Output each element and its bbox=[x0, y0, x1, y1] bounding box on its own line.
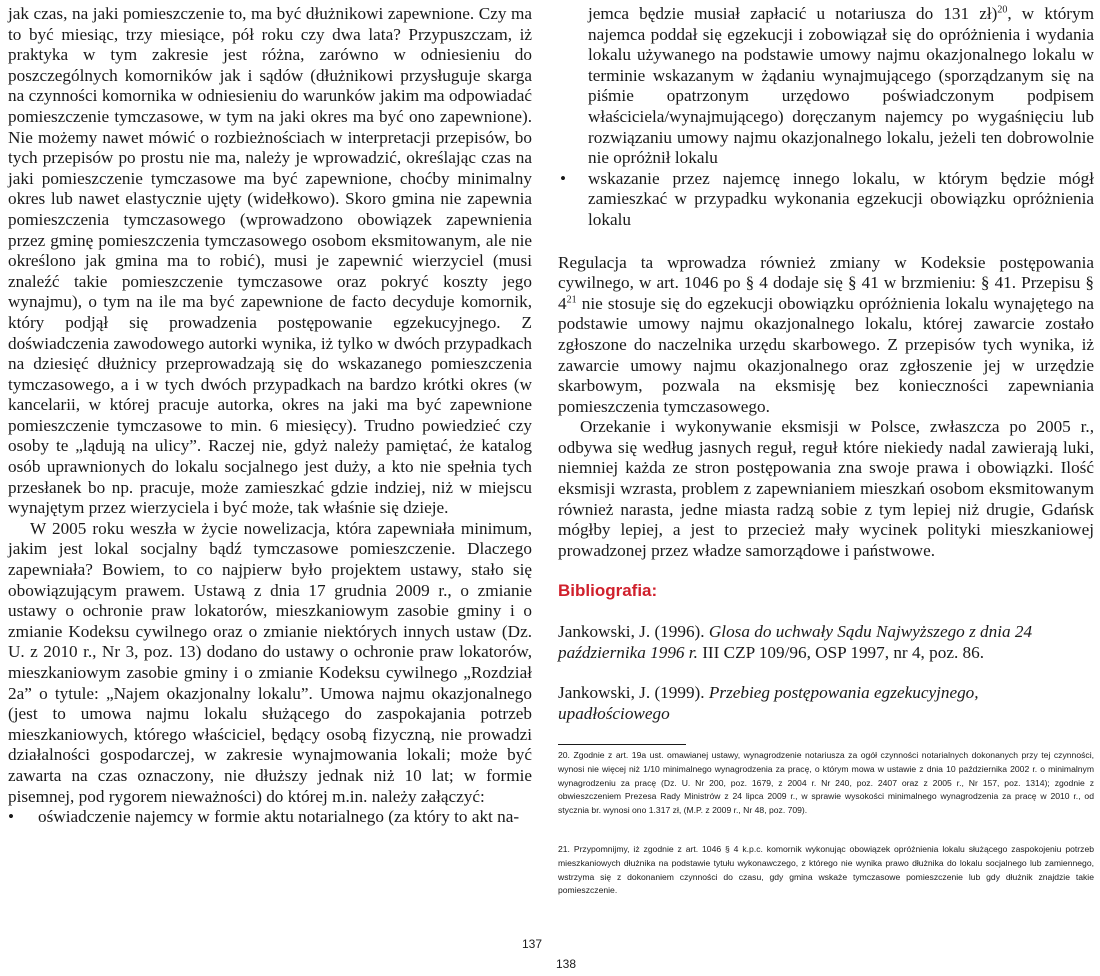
list-item: • oświadczenie najemcy w formie aktu notarialnego (za który to akt na- bbox=[8, 807, 532, 828]
footnote: 21. Przypomnijmy, iż zgodnie z art. 1046 § 4 k.p.c. komornik wykonując obowiązek opróżnienia lokalu służącego zaspokojeniu potrzeb mieszkaniowych dłużnika na podstawie tytułu wykonawczego, z którego nie wynika prawo dłużnika do lokalu socjalnego lub zamiennego, wstrzyma się z dokonaniem czynności do czasu, gdy gmina wskaże tymczasowe pomieszczenie lub gdy dłużnik znajdzie takie pomieszczenie. bbox=[558, 844, 1094, 896]
bibliography-heading: Bibliografia: bbox=[558, 581, 658, 601]
list-item-continuation: jemca będzie musiał zapłacić u notariusza do 131 zł)$^{20}$, w którym najemca poddał się egzekucji i zobowiązał się do opróżnienia i wydania lokalu używanego na podstawie umowy najmu okazjonalnego lokalu w terminie wskazanym w żądaniu wynajmującego (sporządzanym się na piśmie opatrzonym urzędowo poświadczonym podpisem właściciela/wynajmującego) doręczanym najemcy po wygaśnięciu lub rozwiązaniu umowy najmu okazjonalnego lokalu, jeżeli ten dobrowolnie nie opróżnił lokalu bbox=[588, 4, 1094, 168]
bullet-list bbox=[558, 169, 1094, 231]
bullet-list bbox=[8, 807, 532, 828]
paragraph: jak czas, na jaki pomieszczenie to, ma być dłużnikowi zapewnione. Czy ma to być miesiąc, trzy miesiące, pół roku czy dwa lata? Przypuszczam, iż praktyka w tym zakresie jest różna, zarówno w odniesieniu do poszczególnych komorników jak i sądów (dłużnikowi przysługuje skarga na czynności komornika w odniesieniu do warunków jakim ma odpowiadać pomieszczenie tymczasowe, w tym na jaki okres ma być ono zapewnione). Nie możemy nawet mówić o rozbieżnościach w interpretacji przepisów, bo tych przepisów po prostu nie ma, należy je wprowadzić, określając czas na jaki pomieszczenie tymczasowe ma być zapewnione, choćby minimalny okres lub nawet elastycznie ujęty (widełkowo). Skoro gmina nie zapewnia pomieszczenia tymczasowego (wprowadzono obowiązek zapewnienia przez gminę pomieszczenia tymczasowego osobom eksmitowanym, ale nie określono jak gmina ma to robić), musi je zapewnić wierzyciel (musi znaleźć takie pomieszczenie tymczasowe oraz pokryć koszty jego wynajmu), o tym na ile ma być zapewnione de facto decyduje komornik, który podjął się prowadzenia postępowanie egzekucyjnego. Z doświadczenia zawodowego autorki wynika, iż tylko w dwóch przypadkach na dziesięć dłużnicy przeprowadzają się do wskazanego pomieszczenia tymczasowego, a i w tych dwóch przypadkach na bardzo krótki okres (w kancelarii, w której pracuje autorka, okres na jaki ma być zapewnione pomieszczenie tymczasowe to min. 6 miesięcy). Trudno powiedzieć czy osoby te „lądują na ulicy”. Raczej nie, gdyż należy pamiętać, że katalog osób uprawnionych do lokalu socjalnego jest duży, a kto nie spełnia tych przesłanek bo np. pracuje, może zamieszkać gdzie indziej, niż w miejscu wynajętym przez wierzyciela i być może, tak właśnie się dzieje. bbox=[8, 4, 532, 518]
paragraph: W 2005 roku weszła w życie nowelizacja, która zapewniała minimum, jakim jest lokal socjalny bądź tymczasowe pomieszczenie. Dlaczego zapewniała? Bowiem, to co najpierw było projektem ustawy, stało się obowiązującym prawem. Ustawą z dnia 17 grudnia 2009 r., o zmianie ustawy o ochronie praw lokatorów, mieszkaniowym zasobie gminy i o zmianie Kodeksu cywilnego oraz o zmianie niektórych innych ustaw (Dz. U. z 2010 r., Nr 3, poz. 13) dodano do ustawy o ochronie praw lokatorów, mieszkaniowym zasobie gminy i o zmianie Kodeksu cywilnego „Rozdział 2a” o tytule: „Najem okazjonalny lokalu”. Umowa najmu okazjonalnego (jest to umowa najmu lokalu służącego do zaspokajania potrzeb mieszkaniowych, którego właściciel, będący osobą fizyczną, nie prowadzi działalności gospodarczej, w zakresie wynajmowania lokali; może być zawarta na czas oznaczony, nie dłuższy jednak niż 10 lat; w formie pisemnej, pod rygorem nieważności) do której m.in. należy załączyć: bbox=[8, 518, 532, 806]
bibliography-entry: Jankowski, J. (1996). Glosa do uchwały Sądu Najwyższego z dnia 24 października 1996 r. III CZP 109/96, OSP 1997, nr 4, poz. 86. bbox=[558, 622, 1033, 662]
right-column bbox=[558, 4, 1094, 898]
paragraph: Orzekanie i wykonywanie eksmisji w Polsce, zwłaszcza po 2005 r., odbywa się według jasnych reguł, reguł które niekiedy nadal zawierają luki, niemniej każda ze stron postępowania zna swoje prawa i obowiązki. Ilość eksmisji wzrasta, problem z zapewnianiem mieszkań osobom eksmitowanym również narasta, jedne miasta radzą sobie z tym lepiej niż drugie, Gdańsk mógłby lepiej, a jest to przecież mały wycinek polityki mieszkaniowej prowadzonej przez władze samorządowe i państwowe. bbox=[558, 417, 1094, 560]
left-column bbox=[8, 4, 532, 828]
bibliography-entry: Jankowski, J. (1999). Przebieg postępowania egzekucyjnego, upadłościowego bbox=[558, 683, 979, 723]
footnote: 20. Zgodnie z art. 19a ust. omawianej ustawy, wynagrodzenie notariusza za ogół czynności notarialnych dokonanych przy tej czynności, wynosi nie więcej niż 1/10 minimalnego wynagrodzenia za pracę, o którym mowa w ustawie z dnia 10 października 2002 r. o minimalnym wynagrodzeniu za pracę (Dz. U. Nr 200, poz. 1679, z 2004 r. Nr 240, poz. 2407 oraz z 2005 r., Nr 157, poz. 1314); zgodnie z obwieszczeniem Prezesa Rady Ministrów z 24 lipca 2009 r., w sprawie wysokości minimalnego wynagrodzenia za pracę w 2010 r., od stycznia br. wynosi ono 1.317 zł, (M.P. z 2009 r., Nr 48, poz. 709). bbox=[558, 750, 1094, 815]
paragraph: Regulacja ta wprowadza również zmiany w Kodeksie postępowania cywilnego, w art. 1046 po § 4 dodaje się § 41 w brzmieniu: § 41. Przepisu § $4^{21}$ nie stosuje się do egzekucji obowiązku opróżnienia lokalu wynajętego na podstawie umowy najmu okazjonalnego lokalu, której zawarcie zostało zgłoszone do naczelnika urzędu skarbowego. Z przepisów tych wynika, iż zawarcie umowy najmu okazjonalnego oraz zgłoszenie jej w urzędzie skarbowym, pozwala na eksmisję bez konieczności zapewniania pomieszczenia tymczasowego. bbox=[558, 252, 1094, 416]
footnote-divider bbox=[558, 744, 686, 745]
page-number: 137 bbox=[522, 937, 543, 951]
footnote-ref: 21 bbox=[566, 293, 577, 305]
page-number: 138 bbox=[556, 957, 577, 971]
footnote-ref: 20 bbox=[997, 4, 1008, 16]
list-item: • wskazanie przez najemcę innego lokalu, w którym będzie mógł zamieszkać w przypadku wykonania egzekucji obowiązku opróżnienia lokalu bbox=[558, 169, 1094, 231]
